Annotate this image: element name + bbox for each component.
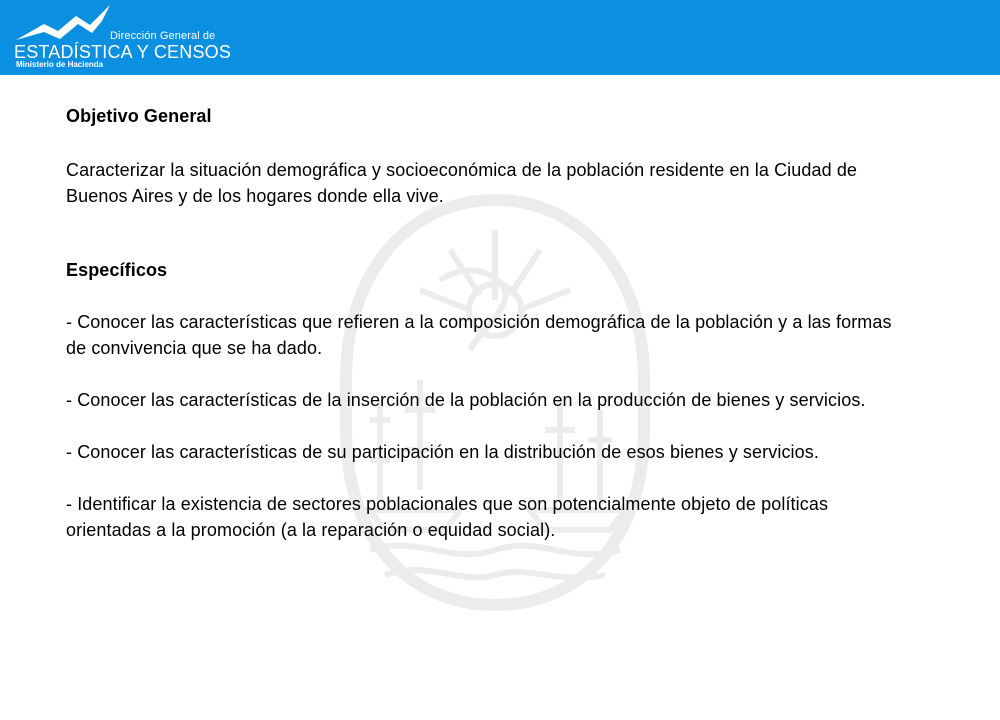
specific-objectives-heading: Específicos [66, 260, 168, 280]
logo-line2: ESTADÍSTICA Y CENSOS [14, 42, 232, 62]
specific-item: - Conocer las características de su participación en la distribución de esos bienes y servicios. [66, 442, 819, 462]
specific-item: - Conocer las características que refieren a la composición demográfica de la población y a las formas de convivencia que se ha dado. [66, 312, 892, 358]
general-objective-text: Caracterizar la situación demográfica y socioeconómica de la población residente en la Ciudad de Buenos Aires y de los hogares donde ella vive. [66, 160, 858, 206]
general-objective-heading: Objetivo General [66, 106, 212, 126]
logo [14, 4, 232, 72]
specific-item: - Identificar la existencia de sectores poblacionales que son potencialmente objeto de políticas orientadas a la promoción (a la reparación o equidad social). [66, 494, 829, 540]
logo-line3: Ministerio de Hacienda [16, 60, 104, 69]
specific-item: - Conocer las características de la inserción de la población en la producción de bienes y servicios. [66, 390, 866, 410]
objectives-body [66, 103, 916, 543]
logo-line1: Dirección General de [110, 30, 216, 42]
header-bar [0, 0, 1000, 75]
